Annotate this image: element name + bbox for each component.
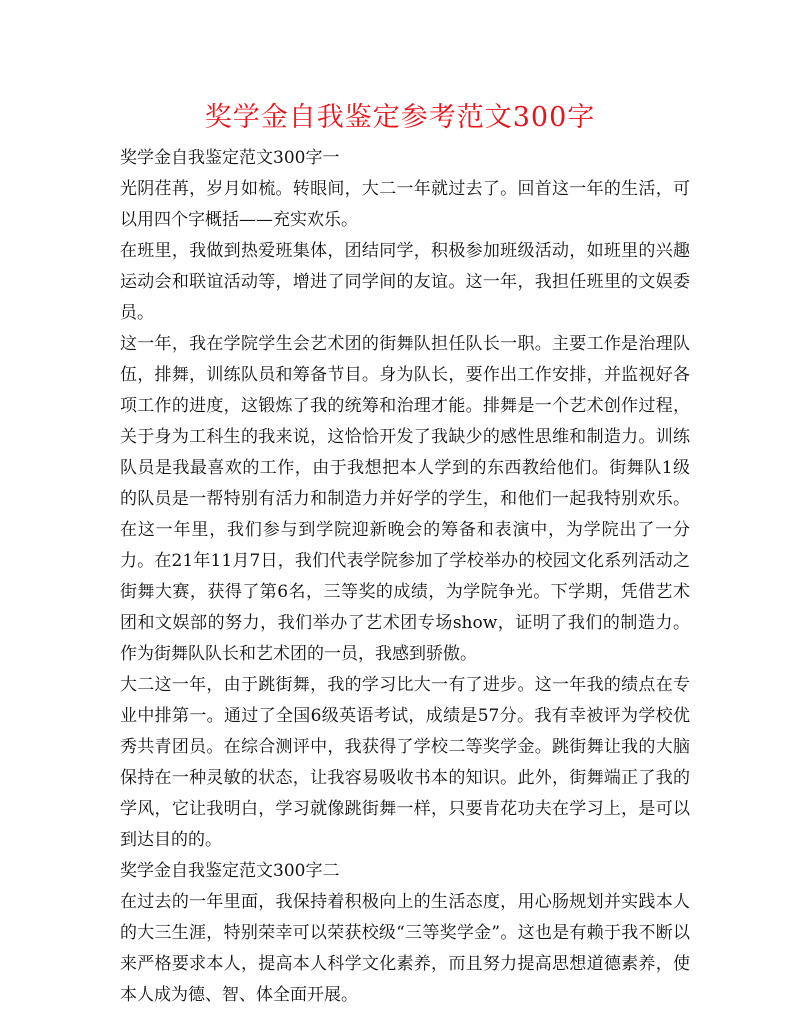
paragraph-study: 大二这一年，由于跳街舞，我的学习比大一有了进步。这一年我的绩点在专业中排第一。通过了全国6级英语考试，成绩是57分。我有幸被评为学校优秀共青团员。在综合测评中，我获得了学校二等奖学金。跳街舞让我的大脑保持在一种灵敏的状态，让我容易吸收书本的知识。此外，街舞端正了我的学风，它让我明白，学习就像跳街舞一样，只要肯花功夫在学习上，是可以到达目的的。 [120, 675, 690, 850]
paragraph-past-year: 在过去的一年里面，我保持着积极向上的生活态度，用心肠规划并实践本人的大三生涯，特别荣幸可以荣获校级“三等奖学金”。这也是有赖于我不断以来严格要求本人，提高本人科学文化素养，而且努力提高思想道德素养，使本人成为德、智、体全面开展。 [120, 892, 690, 1005]
paragraph-dance-team: 这一年，我在学院学生会艺术团的街舞队担任队长一职。主要工作是治理队伍，排舞，训练队员和筹备节目。身为队长，要作出工作安排，并监视好各项工作的进度，这锻炼了我的统筹和治理才能。排舞是一个艺术创作过程，关于身为工科生的我来说，这恰恰开发了我缺少的感性思维和制造力。训练队员是我最喜欢的工作，由于我想把本人学到的东西教给他们。街舞队1级的队员是一帮特别有活力和制造力并好学的学生，和他们一起我特别欢乐。在这一年里，我们参与到学院迎新晚会的筹备和表演中，为学院出了一分力。在21年11月7日，我们代表学院参加了学校举办的校园文化系列活动之街舞大赛，获得了第6名，三等奖的成绩，为学院争光。下学期，凭借艺术团和文娱部的努力，我们举办了艺术团专场show，证明了我们的制造力。作为街舞队队长和艺术团的一员，我感到骄傲。 [120, 334, 690, 664]
section-heading-2: 奖学金自我鉴定范文300字二 [120, 861, 340, 881]
document-body [120, 143, 690, 1011]
document-title: 奖学金自我鉴定参考范文300字 [204, 102, 596, 133]
paragraph-class: 在班里，我做到热爱班集体，团结同学，积极参加班级活动，如班里的兴趣运动会和联谊活动等，增进了同学间的友谊。这一年，我担任班里的文娱委员。 [120, 241, 690, 323]
section-heading-1: 奖学金自我鉴定范文300字一 [120, 148, 340, 168]
paragraph-intro: 光阴荏苒，岁月如梳。转眼间，大二一年就过去了。回首这一年的生活，可以用四个字概括——充实欢乐。 [120, 179, 690, 230]
